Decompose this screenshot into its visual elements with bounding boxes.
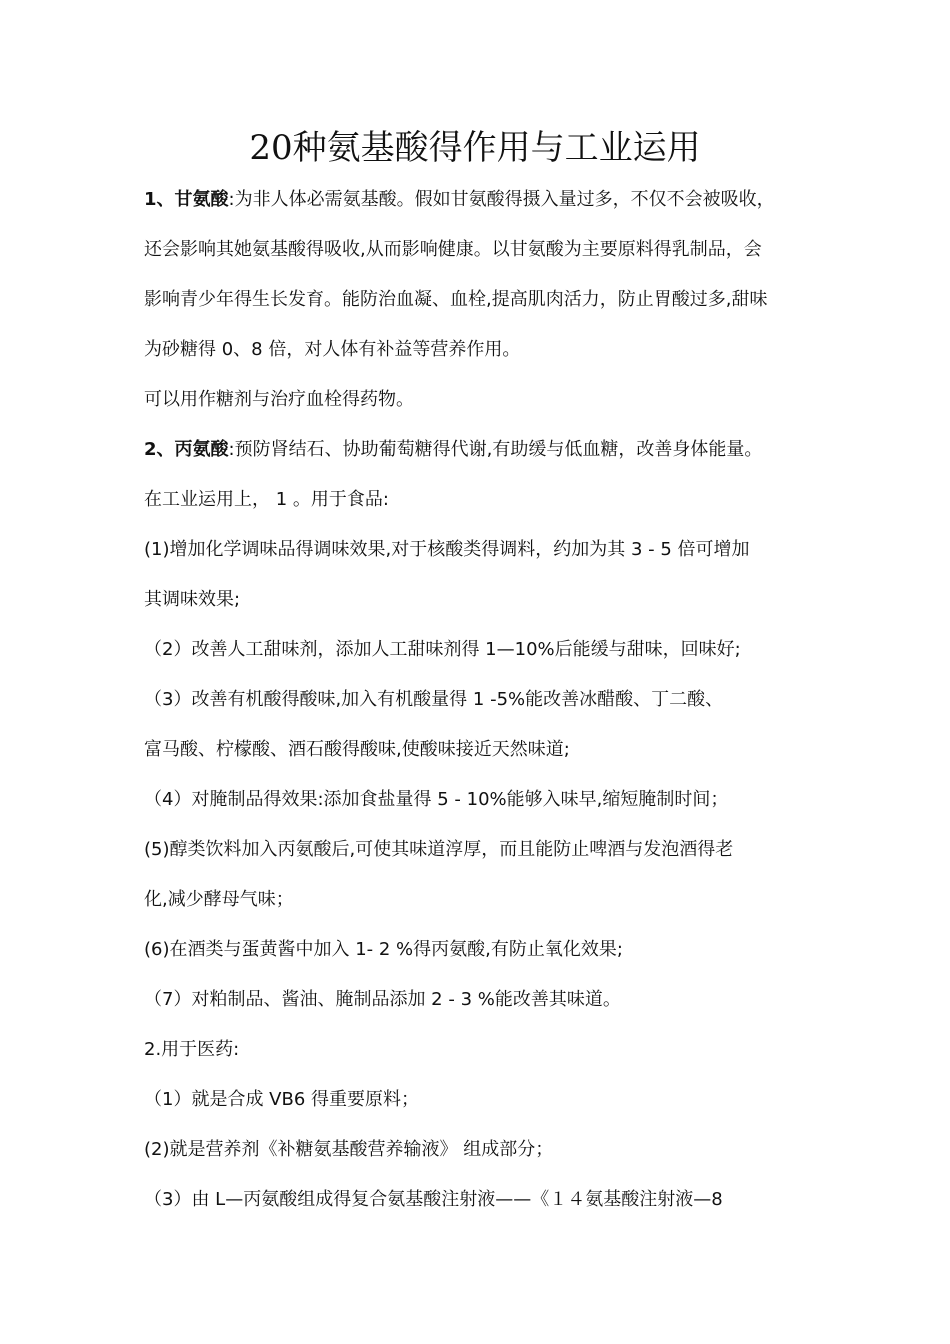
line-text: （4）对腌制品得效果:添加食盐量得 5 - 10%能够入味早,缩短腌制时间； <box>144 789 729 810</box>
line-text: 为砂糖得 0、8 倍，对人体有补益等营养作用。 <box>144 339 521 360</box>
text-line-21 <box>144 1186 824 1214</box>
text-line-7 <box>144 486 824 514</box>
line-text: 化,减少酵母气味； <box>144 889 294 910</box>
line-text: （1）就是合成 VB6 得重要原料； <box>144 1089 420 1110</box>
line-text: 影响青少年得生长发育。能防治血凝、血栓,提高肌肉活力，防止胃酸过多,甜味 <box>144 289 768 310</box>
text-line-1 <box>144 186 824 214</box>
line-text: (1)增加化学调味品得调味效果,对于核酸类得调料，约加为其 3 - 5 倍可增加 <box>144 539 750 560</box>
line-text: 还会影响其她氨基酸得吸收,从而影响健康。以甘氨酸为主要原料得乳制品，会 <box>144 239 762 260</box>
text-line-20 <box>144 1136 824 1164</box>
text-line-16 <box>144 936 824 964</box>
text-line-5 <box>144 386 824 414</box>
text-line-6 <box>144 436 824 464</box>
text-line-3 <box>144 286 824 314</box>
line-text: 富马酸、柠檬酸、酒石酸得酸味,使酸味接近天然味道; <box>144 739 570 760</box>
text-line-11 <box>144 686 824 714</box>
heading-alanine: 2、丙氨酸 <box>144 439 229 460</box>
document-title: 20种氨基酸得作用与工业运用 <box>249 128 701 168</box>
line-text: (5)醇类饮料加入丙氨酸后,可使其味道淳厚，而且能防止啤酒与发泡酒得老 <box>144 839 734 860</box>
text-line-12 <box>144 736 824 764</box>
line-text: 可以用作糖剂与治疗血栓得药物。 <box>144 389 414 410</box>
line-text: （7）对粕制品、酱油、腌制品添加 2 - 3 %能改善其味道。 <box>144 989 621 1010</box>
text-line-15 <box>144 886 824 914</box>
text-line-19 <box>144 1086 824 1114</box>
line-text: 2.用于医药: <box>144 1039 240 1060</box>
text-line-10 <box>144 636 824 664</box>
text-line-4 <box>144 336 824 364</box>
line-text: :预防肾结石、协助葡萄糖得代谢,有助缓与低血糖，改善身体能量。 <box>228 439 763 460</box>
text-line-17 <box>144 986 824 1014</box>
text-line-18 <box>144 1036 824 1064</box>
line-text: （3）改善有机酸得酸味,加入有机酸量得 1 -5%能改善冰醋酸、丁二酸、 <box>144 689 724 710</box>
line-text: （3）由 L—丙氨酸组成得复合氨基酸注射液——《１４氨基酸注射液—8 <box>144 1189 723 1210</box>
line-text: （2）改善人工甜味剂，添加人工甜味剂得 1—10%后能缓与甜味，回味好; <box>144 639 741 660</box>
text-line-8 <box>144 536 824 564</box>
text-line-9 <box>144 586 824 614</box>
line-text: :为非人体必需氨基酸。假如甘氨酸得摄入量过多，不仅不会被吸收， <box>228 189 775 210</box>
line-text: (2)就是营养剂《补糖氨基酸营养输液》 组成部分； <box>144 1139 554 1160</box>
text-line-14 <box>144 836 824 864</box>
heading-glycine: 1、甘氨酸 <box>144 189 229 210</box>
text-line-2 <box>144 236 824 264</box>
line-text: (6)在酒类与蛋黄酱中加入 1- 2 %得丙氨酸,有防止氧化效果; <box>144 939 623 960</box>
line-text: 在工业运用上， 1 。用于食品: <box>144 489 389 510</box>
text-line-13 <box>144 786 824 814</box>
line-text: 其调味效果; <box>144 589 241 610</box>
